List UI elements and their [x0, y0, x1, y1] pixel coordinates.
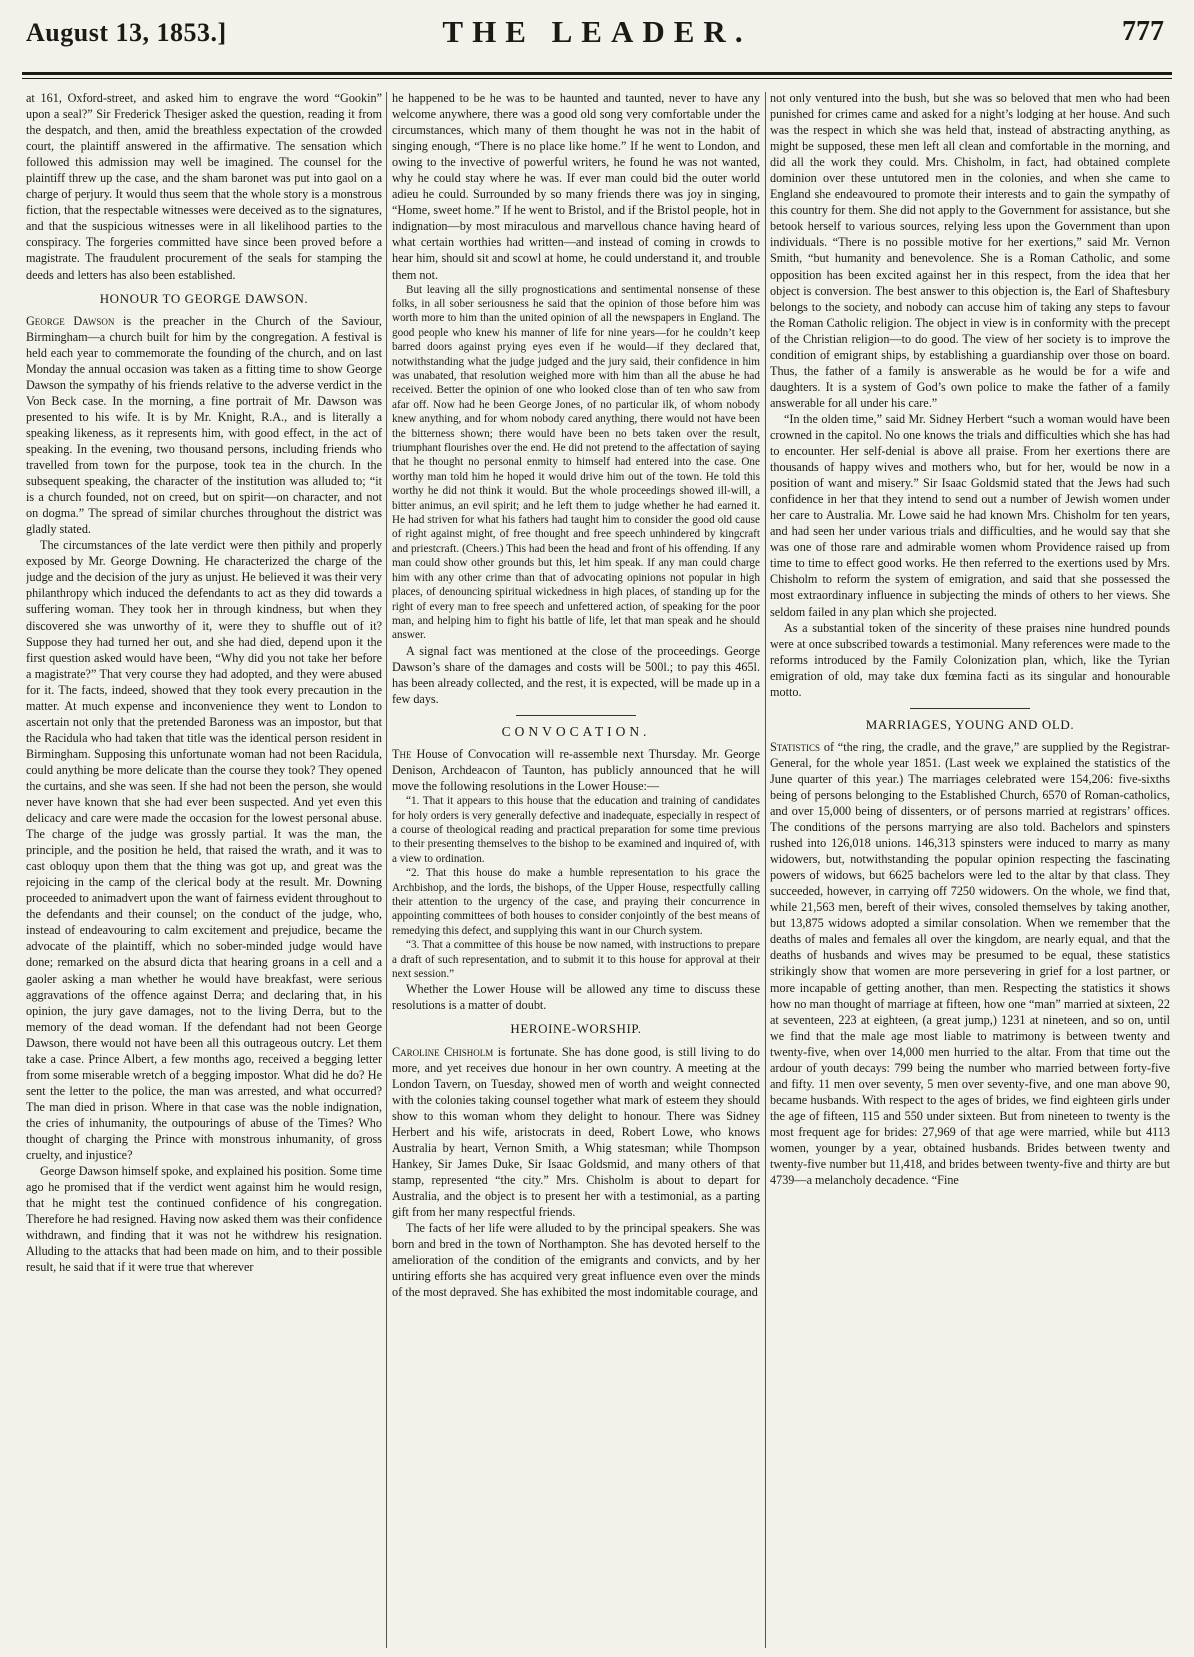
article-paragraph — [392, 1044, 760, 1221]
lead-in: Caroline Chisholm — [392, 1044, 494, 1059]
article-continuation: at 161, Oxford-street, and asked him to engrave the word “Gookin” upon a seal?” Sir Frederick Thesiger asked the question, reading it from the despatch, and then, amid the breathless expectation of the crowded court, the plaintiff answered in the affirmative. The sensation which followed this admission may well be imagined. The counsel for the plaintiff threw up the case, and the sham baronet was put into gaol on a charge of perjury. It would thus seem that the whole story is a monstrous fiction, that the respectable witnesses were deceived as to the signatures, and that the suspicious witnesses were in all likelihood parties to the conspiracy. The forgeries committed have since been proved before a magistrate. The fraudulent procurement of the seals for stamping the deeds and letters has also been established. — [26, 91, 382, 282]
resolution-3: “3. That a committee of this house be now named, with instructions to prepare a draft of such representation, and to submit it to this house for approval at their next session.” — [392, 939, 760, 980]
article-heading: MARRIAGES, YOUNG AND OLD. — [865, 716, 1075, 732]
column-divider — [386, 92, 387, 1648]
paragraph-text: is fortunate. She has done good, is still living to do more, and yet receives due honour in her own country. A meeting at the London Tavern, on Tuesday, showed men of worth and weight connected with the colonies taking counsel together what mark of esteem they should show to this woman whom they delight to honour. There was Sidney Herbert and his wife, aristocrats in deed, Robert Lowe, who knows Australia by heart, Vernon Smith, a Whig statesman; while Thompson Hankey, Sir James Duke, Sir Isaac Goldsmid, and many others of that stamp, represented “the city.” Mrs. Chisholm is about to depart for Australia, and the object is to present her with a testimonial, as a parting gift from her many respectful friends. — [392, 1044, 760, 1219]
paragraph-text: of “the ring, the cradle, and the grave,” are supplied by the Registrar-General, for the whole year 1851. (Last week we explained the statistics of the June quarter of this year.) The marriages celebrated were 154,206: five-sixths being of persons belonging to the Established Church, 6570 of Roman-catholics, and over 15,000 being of dissenters, or of persons married at registrars’ offices. The conditions of the persons marrying are also told. Bachelors and spinsters rushed into 126,018 unions. 146,313 spinsters were induced to marry as many widowers, but, notwithstanding the popular opinion respecting the fascinating powers of widows, but 6625 bachelors were led to the altar by that class. They succeeded, however, in carrying off 7250 widowers. On the whole, we find that, while 21,563 men, bereft of their wives, consoled themselves by taking another, but 13,875 widows adopted a similar consolation. When we remember that the deaths of males and females all over the kingdom, are nearly equal, and that the deaths of husbands and wives may be presumed to be equal, these statistics strikingly show that women are more persevering in grief for a lost partner, or more incapable of getting another, than men. Respecting the statistics it shows how no man thought of marriage at fifteen, how one “man” married at sixteen, 22 at seventeen, 223 at eighteen, (a great jump,) 1231 at nineteen, and so on, until we find that the male age most liable to matrimony is between twenty and twenty-five, when over 14,000 men hurried to the altar. From that time out the ardour of youth decays: 799 being the number who married between forty-five and fifty. 11 men over seventy, 5 men over seventy-five, and one man above 90, became husbands. With respect to the ages of brides, we find eighteen girls under the age of fifteen, 115 and 550 under sixteen. But from nineteen to twenty is the most frequent age for brides: 27,969 of that age were married, while but 4113 women, younger by a year, obtained husbands. Brides between twenty and twenty-five number but 11,418, and brides between twenty-five and thirty are but 4739—a melancholy decadence. “Fine — [770, 739, 1170, 1188]
article-heading: HONOUR TO GEORGE DAWSON. — [99, 290, 309, 306]
resolution-1: “1. That it appears to this house that the education and training of candidates for holy orders is very generally defective and inadequate, especially in respect of a course of theological reading and practical preparation for some time previous to their presenting themselves to the bishop to be examined and inquired of, with a view to ordination. — [392, 795, 760, 865]
section-rule — [910, 708, 1030, 709]
paragraph-text: House of Convocation will re-assemble next Thursday. Mr. George Denison, Archdeacon of Taunton, has publicly announced that he will move the following resolutions in the Lower House:— — [392, 746, 760, 794]
section-rule — [516, 715, 636, 716]
masthead — [22, 14, 1172, 76]
article-heading: CONVOCATION. — [501, 723, 651, 739]
article-paragraph: Whether the Lower House will be allowed any time to discuss these resolutions is a matter of doubt. — [392, 982, 760, 1013]
masthead-rule — [22, 72, 1172, 75]
article-paragraph — [392, 746, 760, 794]
issue-date: August 13, 1853.] — [26, 18, 227, 47]
resolution-2: “2. That this house do make a humble representation to his grace the Archbishop, and the lords, the bishops, of the Upper House, respectfully calling their attention to the urgency of the case, and praying their concurrence in appointing committees of both houses to consider conjointly of the best means of remedying this defect, and supplying this want in our Church system. — [392, 867, 760, 937]
lead-in: The — [392, 746, 412, 761]
article-paragraph: A signal fact was mentioned at the close of the proceedings. George Dawson’s share of the damages and costs will be 500l.; to pay this 465l. has been already collected, and the rest, it is expected, will be made up in a few days. — [392, 643, 760, 706]
article-paragraph: “In the olden time,” said Mr. Sidney Herbert “such a woman would have been crowned in the capitol. No one knows the trials and difficulties which she has had to encounter. Her self-denial is above all praise. From her exertions there are thousands of happy wives and mothers who, but for her, would be now in a position of want and misery.” Sir Isaac Goldsmid stated that the Jews had such confidence in her that they intend to send out a number of Jewish women under her care to Australia. Mr. Lowe said he had known Mrs. Chisholm for ten years, and had seen her under various trials and difficulties, and he would say that she was one of those rare and admirable women whom Providence raised up from time to time to effect good works. He then referred to the exertions used by Mrs. Chisholm to reform the system of emigration, and said that she possessed the most extraordinary influence in subjecting the minds of others to her views. She seldom failed in any plan which she projected. — [770, 411, 1170, 619]
article-paragraph: George Dawson himself spoke, and explained his position. Some time ago he promised that if the verdict went against him he would resign, that he might test the continued confidence of his congregation. Therefore he had resigned. Having now asked them was their confidence withdrawn, and finding that it was not he withdrew his resignation. Alluding to the attacks that had been made on him, and to their possible result, he said that if it were true that wherever — [26, 1164, 382, 1275]
column-2 — [392, 90, 760, 1650]
article-paragraph — [26, 313, 382, 538]
article-paragraph: As a substantial token of the sincerity of these praises nine hundred pounds were at once subscribed towards a testimonial. Many references were made to the reforms introduced by the Family Colonization plan, which, like the Tyrian emigration of old, may take dux fœmina facti as its singular and honourable motto. — [770, 620, 1170, 699]
article-paragraph — [770, 739, 1170, 1188]
article-continuation: he happened to be he was to be haunted and taunted, never to have any welcome anywhere, there was a good old song very comfortable under the circumstances, which many of them thought he was not in the habit of singing enough, “There is no place like home.” If he went to London, and owing to the invective of powerful writers, he found he was not wanted, why he could stay where he was. If ever man could bid the outer world adieu he could. Surrounded by so many friends there was joy in singing, “Home, sweet home.” If he went to Bristol, and if the Bristol people, hot in indignation—by most miraculous and marvellous chance having heard of what certain worthies had written—and instead of coming in crowds to hear him, should sit and scowl at home, he could understand it, and trouble them not. — [392, 91, 760, 282]
article-continuation: not only ventured into the bush, but she was so beloved that men who had been punished for crimes came and asked for a night’s lodging at her house. And such was the respect in which she was held that, instead of abstracting anything, as might be supposed, these men left all clean and comfortable in the morning, and did all the work they could. Mrs. Chisholm, in fact, had obtained complete dominion over these untutored men in the colonies, and when she came to England she endeavoured to promote their interests and to gain the sympathy of this country for them. She did not apply to the Government for assistance, but she betook herself to various sources, relying less upon the Government than upon individuals. “There is no possible motive for her exertions,” said Mr. Vernon Smith, “but humanity and benevolence. She is a Roman Catholic, and some opposition has been excited against her in this respect, from the idea that her object is conversion. The best answer to this objection is, the Earl of Shaftesbury belongs to the society, and nobody can accuse him of taking any steps to favour the Roman Catholic religion. The object in view is in conformity with the precept of the Christian religion—to do good. The view of her society is to improve the condition of emigrant ships, by establishing a guardianship over those on board. Thus, the father of a family is answerable as he would be for a wife and daughters. It is a system of God’s own police to make the father of a family answerable for all under his care.” — [770, 91, 1170, 410]
article-heading: HEROINE-WORSHIP. — [510, 1021, 642, 1037]
lead-in: Statistics — [770, 739, 821, 754]
article-paragraph: But leaving all the silly prognostications and sentimental nonsense of these folks, in all sober seriousness he said that the opinion of those before him was worth more to him than the united opinion of all the newspapers in England. The good people who knew his manner of life for nine years—for he couldn’t keep barred doors against prying eyes even if he would—if they declared that, notwithstanding what the judge judged and the jury said, their confidence in him was unabated, that resolution weighed more with him than all the abuse he had received. Better the opinion of one who looked close than of ten who saw from afar off. Now had he been George Jones, of no particular ilk, of whom nobody knew anything, and for whom nobody cared anything, there would not have been the bitterness shown; there would have been no bets taken over the result, triumphant flourishes over the end. He did not pretend to the affectation of saying that he thought no personal enmity to himself had entered into the case. One worthy man told him he hoped it would drive him out of the town. He told this worthy he did not think it would. But the whole proceedings showed ill-will, a bitter animus, an evil spirit; and he left them to judge whether he had earned it. He had striven for what his fathers had taught him to consider the good old cause of right against might, of free thought and free speech unhindered by kingcraft and priestcraft. (Cheers.) This had been the head and front of his offending. If any man could show other grounds but this, let him speak. If any man could charge him with any other crime than that of advocating opinions not popular in high places, of denouncing spiritual wickedness in high places, of standing up for the right of every man to free speech and unfettered action, of speaking for the poor man, and helping him to fight his battle of life, let that man speak and he should answer. — [392, 283, 760, 642]
column-divider — [765, 92, 766, 1648]
masthead-rule-thin — [22, 78, 1172, 79]
lead-in: George Dawson — [26, 313, 115, 328]
newspaper-title: THE LEADER. — [442, 14, 752, 49]
column-1 — [26, 90, 382, 1650]
paragraph-text: is the preacher in the Church of the Saviour, Birmingham—a church built for him by the congregation. A festival is held each year to commemorate the founding of the church, and on last Monday the annual occasion was taken as a fitting time to show George Dawson the sympathy of his friends relative to the adverse verdict in the Von Beck case. In the morning, a fine portrait of Mr. Dawson was presented to his wife. It is by Mr. Knight, R.A., and is literally a speaking likeness, as it represents him, with good effect, in the act of speaking. In the evening, two thousand persons, including friends who travelled from town for the purpose, took tea in the church. In the subsequent speaking, the character of the institution was alluded to; “it is a church founded, not on creed, but on spirit—on character, and not on dogma.” The spread of similar churches throughout the district was gladly stated. — [26, 313, 382, 537]
article-paragraph: The facts of her life were alluded to by the principal speakers. She was born and bred in the town of Northampton. She has devoted herself to the amelioration of the condition of the emigrants and convicts, and by her untiring efforts she has acquired very great influence even over the minds of the most depraved. She has exhibited the most indomitable courage, and — [392, 1221, 760, 1300]
article-paragraph: The circumstances of the late verdict were then pithily and properly exposed by Mr. George Downing. He characterized the charge of the judge and the decision of the jury as unjust. He believed it was their very philanthropy which induced the defendants to act as they did towards a suffering woman. They took her in through kindness, but when they discovered she was unworthy of it, were they to shuffle out of it? Suppose they had turned her out, and she had died, depend upon it the first question asked would have been, “Why did you not take her before a magistrate?” That very course they had adopted, and they were abused for it. The facts, indeed, showed that they took every precaution in the matter. At much expense and inconvenience they went to London to ascertain not only that the pretended Baroness was an impostor, but that the Racidula who had taken that title was the identical person resident in Birmingham. Supposing this unfortunate woman had not been Racidula, could anything be more delicate than the course they took? They opened the curtains, and she was seen. If she had not been the person, she would never have known that she had ever been suspected. And yet even this delicacy and care were made the occasion for the lowest personal abuse. The charge of the judge was grossly partial. It was the man, the principle, and the position he held, that raised the wrath, and it was to cast obloquy upon them that the thing was got up, and great was the rejoicing in the camp of the clerical body at the result. Mr. Downing proceeded to animadvert upon the want of fairness evident throughout to the defendants and their counsel; on the conduct of the judge, who, instead of endeavouring to calm excitement and prejudice, became the advocate of the plaintiff, which no sober-minded judge would have done; remarked on the absurd dicta that hearing groans in a cell and a gaoler asking a man whether he would have breakfast, were serious aggravations of the offence against Derra; and declaring that, in his opinion, the jury gave damages, not to the living Derra, but to the memory of the dead woman. If the defendant had not been George Dawson, there would not have been all this outrageous outcry. Let them take a case. Prince Albert, a few months ago, received a begging letter from some miserable wretch of a begging impostor. What did he do? He sent the letter to the police, the man was arrested, and what occurred? The man died in prison. Where in that case was the noble indignation, the cries of inhumanity, the outpourings of abuse of the Times? Who thought of charging the Prince with monstrous inhumanity, of gross cruelty, and injustice? — [26, 538, 382, 1163]
column-3 — [770, 90, 1170, 1650]
page-number: 777 — [1122, 16, 1164, 47]
